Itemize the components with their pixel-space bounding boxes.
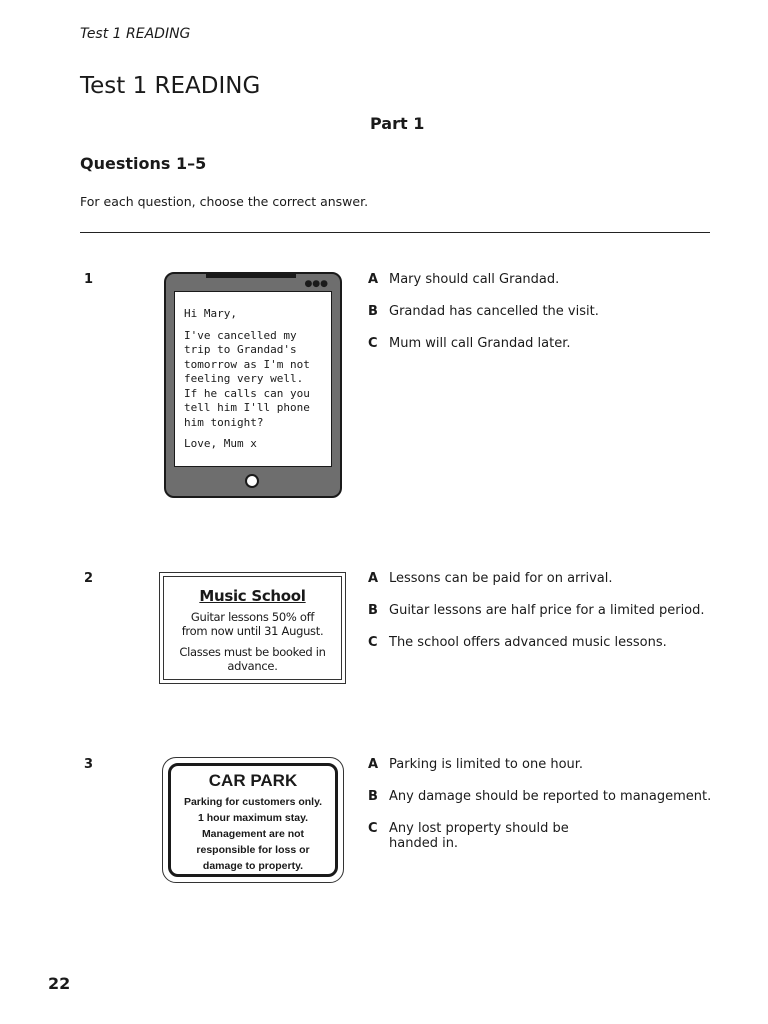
tablet-device-image bbox=[164, 272, 342, 498]
option-b[interactable]: B Any damage should be reported to management. bbox=[368, 789, 712, 804]
page-title: Test 1 READING bbox=[80, 73, 261, 99]
notice-line: Guitar lessons 50% off from now until 31 August. bbox=[181, 610, 324, 638]
notice-title: Music School bbox=[199, 587, 306, 605]
question-3-options bbox=[368, 757, 713, 868]
notice-inner-frame bbox=[163, 576, 342, 680]
option-c[interactable]: C Mum will call Grandad later. bbox=[368, 336, 571, 351]
camera-dots-icon: ●●● bbox=[304, 279, 328, 289]
tablet-speaker bbox=[206, 274, 296, 278]
message-greeting: Hi Mary, bbox=[184, 307, 237, 320]
home-button-icon bbox=[245, 474, 259, 488]
question-1-options bbox=[368, 272, 713, 368]
divider-line bbox=[80, 232, 710, 233]
option-c[interactable]: C Any lost property should be handed in. bbox=[368, 821, 569, 851]
option-a[interactable]: A Parking is limited to one hour. bbox=[368, 757, 584, 772]
part-heading: Part 1 bbox=[370, 114, 425, 133]
option-b[interactable]: B Grandad has cancelled the visit. bbox=[368, 304, 599, 319]
sign-line: Parking for customers only. bbox=[183, 796, 323, 808]
question-number-1: 1 bbox=[84, 272, 94, 287]
message-body: I've cancelled my trip to Grandad's tomorrow as I'm not feeling very well. If he calls can you tell him I'll phone him tonight? bbox=[184, 328, 310, 429]
sign-title: CAR PARK bbox=[208, 771, 298, 790]
instruction-text: For each question, choose the correct answer. bbox=[80, 194, 369, 209]
sign-line: Management are not responsible for loss or damage to property. bbox=[196, 828, 310, 872]
option-a[interactable]: A Lessons can be paid for on arrival. bbox=[368, 571, 613, 586]
car-park-sign bbox=[162, 757, 344, 883]
question-2-options bbox=[368, 571, 713, 667]
running-head: Test 1 READING bbox=[80, 26, 191, 42]
page-number: 22 bbox=[48, 974, 71, 993]
message-signoff: Love, Mum x bbox=[184, 437, 257, 450]
question-number-2: 2 bbox=[84, 571, 94, 586]
question-number-3: 3 bbox=[84, 757, 94, 772]
music-school-notice bbox=[159, 572, 346, 684]
text-message-screen bbox=[174, 291, 332, 467]
sign-line: 1 hour maximum stay. bbox=[197, 812, 309, 824]
questions-heading: Questions 1–5 bbox=[80, 154, 207, 173]
notice-line: Classes must be booked in advance. bbox=[179, 645, 326, 673]
option-a[interactable]: A Mary should call Grandad. bbox=[368, 272, 560, 287]
sign-inner-frame bbox=[168, 763, 338, 877]
option-b[interactable]: B Guitar lessons are half price for a limited period. bbox=[368, 603, 705, 618]
option-c[interactable]: C The school offers advanced music lessons. bbox=[368, 635, 667, 650]
